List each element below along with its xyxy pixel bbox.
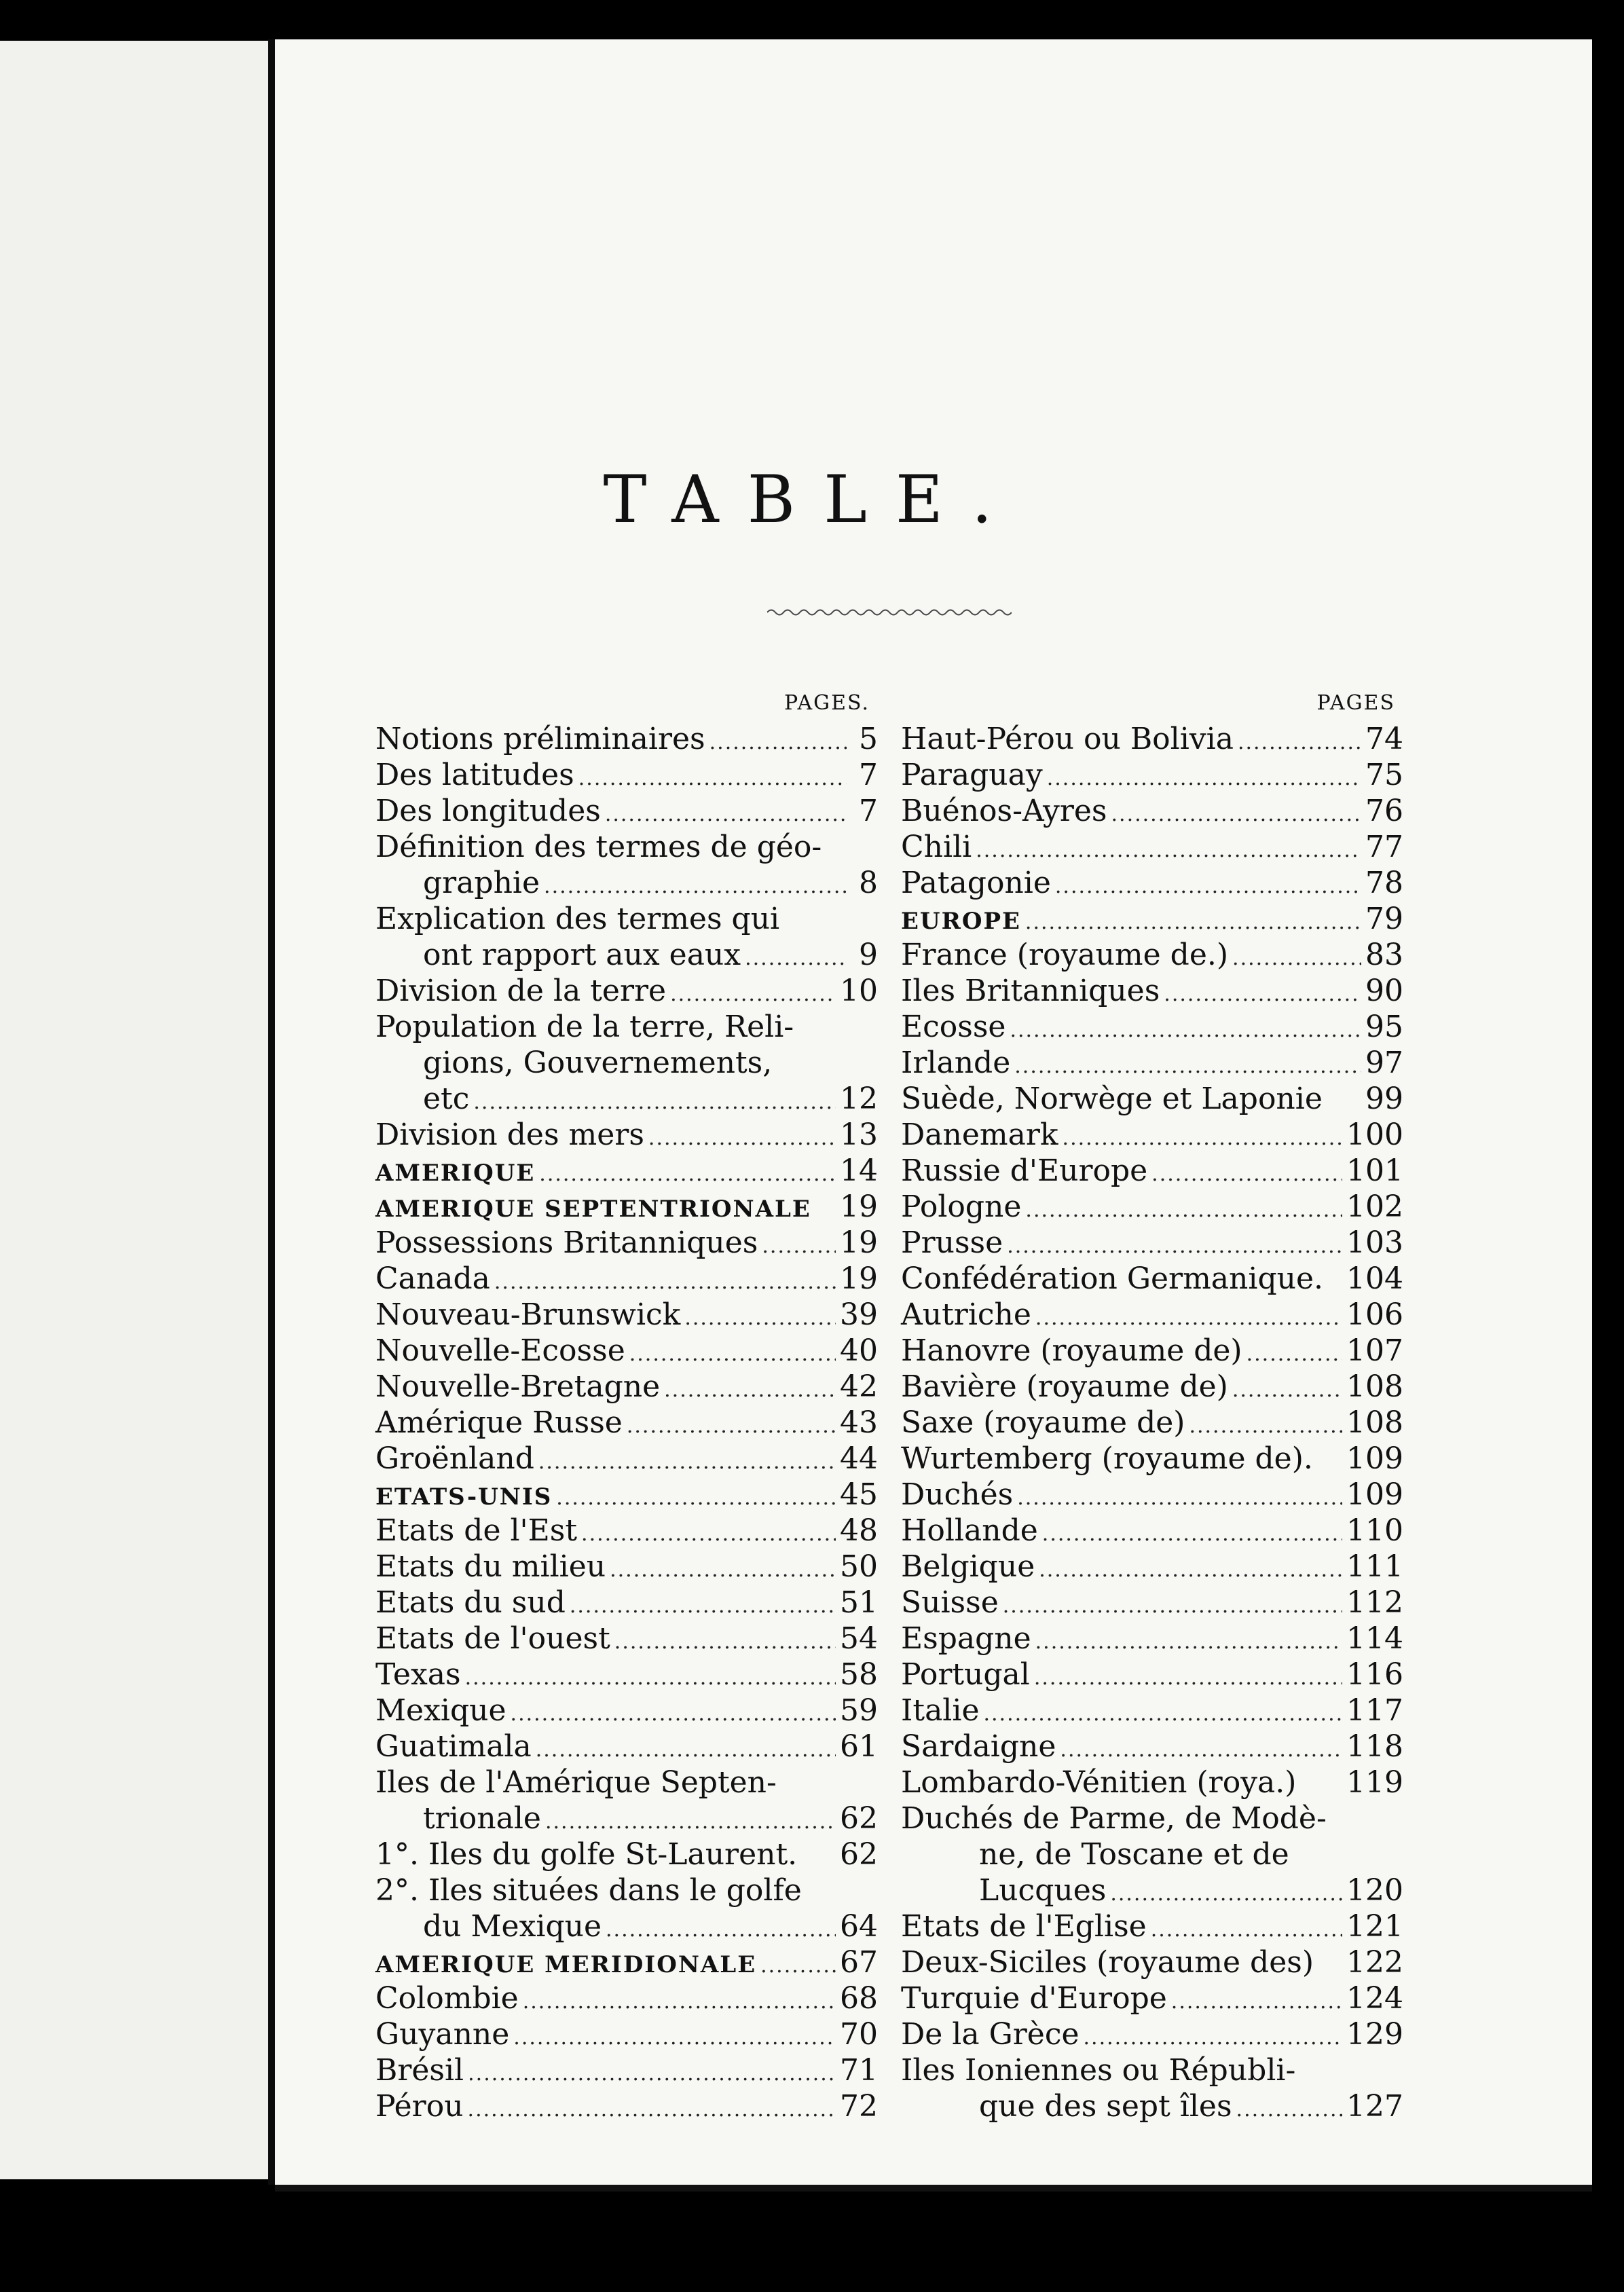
dot-leader <box>1025 904 1361 940</box>
toc-entry-label: Définition des termes de géo- <box>375 830 822 864</box>
dot-leader <box>581 1516 836 1552</box>
toc-entry <box>901 865 1403 901</box>
toc-entry-label: Chili <box>901 830 972 864</box>
toc-entry <box>901 1944 1403 1980</box>
toc-entry <box>901 1189 1403 1225</box>
toc-entry-label: Haut-Pérou ou Bolivia <box>901 722 1234 756</box>
toc-entry <box>901 937 1403 973</box>
toc-entry-label: Etats de l'ouest <box>375 1621 610 1656</box>
toc-entry-page-number: 51 <box>840 1585 878 1620</box>
dot-leader <box>468 2092 836 2128</box>
toc-entry-label: Guyanne <box>375 2017 510 2052</box>
toc-entry <box>375 1800 878 1836</box>
dot-leader <box>976 832 1361 868</box>
toc-entries-left <box>375 721 878 2124</box>
toc-entry-page-number: 110 <box>1346 1513 1403 1548</box>
toc-entry <box>375 1225 878 1261</box>
toc-entry <box>901 1513 1403 1549</box>
toc-entry-page-number: 129 <box>1346 2017 1403 2052</box>
toc-entry <box>375 1980 878 2016</box>
toc-entry-label: Population de la terre, Reli- <box>375 1010 794 1044</box>
toc-entry-page-number: 9 <box>859 938 878 972</box>
facing-page-edge <box>0 41 272 2179</box>
dot-leader <box>1151 1912 1342 1948</box>
toc-entry-page-number: 68 <box>840 1981 878 2016</box>
toc-entry-label: De la Grèce <box>901 2017 1079 2052</box>
toc-entry <box>375 1513 878 1549</box>
toc-entry-page-number: 62 <box>840 1837 878 1872</box>
toc-entry-label: Des latitudes <box>375 758 574 792</box>
toc-entries-right <box>901 721 1403 2124</box>
toc-entry-label: Lucques <box>979 1873 1107 1908</box>
toc-entry-page-number: 13 <box>840 1117 878 1152</box>
toc-entry-page-number: 40 <box>840 1333 878 1368</box>
dot-leader <box>1017 1480 1342 1516</box>
toc-entry-label: Hollande <box>901 1513 1038 1548</box>
toc-entry-label: ETATS-UNIS <box>375 1483 553 1511</box>
toc-entry-page-number: 72 <box>840 2089 878 2124</box>
toc-entry <box>901 1764 1403 1800</box>
toc-entry-label: Etats de l'Eglise <box>901 1909 1147 1944</box>
toc-entry-page-number: 118 <box>1346 1729 1403 1764</box>
toc-entry-page-number: 59 <box>840 1693 878 1728</box>
toc-entry <box>375 1081 878 1117</box>
toc-entry-label: Iles de l'Amérique Septen- <box>375 1765 777 1800</box>
toc-entry <box>901 1908 1403 1944</box>
toc-entry-page-number: 64 <box>840 1909 878 1944</box>
dot-leader <box>760 1948 836 1984</box>
dot-leader <box>539 1156 836 1192</box>
toc-entry-page-number: 101 <box>1346 1153 1403 1188</box>
toc-entry-page-number: 109 <box>1346 1441 1403 1476</box>
toc-entry-label: du Mexique <box>423 1909 602 1944</box>
dot-leader <box>468 2056 836 2092</box>
toc-entry-page-number: 43 <box>840 1405 878 1440</box>
toc-entry-label: Espagne <box>901 1621 1031 1656</box>
toc-entry-page-number: 112 <box>1346 1585 1403 1620</box>
toc-entry-page-number: 76 <box>1365 794 1403 828</box>
toc-entry-page-number: 107 <box>1346 1333 1403 1368</box>
dot-leader <box>606 1912 836 1948</box>
toc-entry-label: Saxe (royaume de) <box>901 1405 1185 1440</box>
toc-entry <box>375 1009 878 1045</box>
toc-entry <box>901 1585 1403 1621</box>
toc-entry <box>901 2016 1403 2052</box>
toc-entry <box>375 1153 878 1189</box>
toc-entry-label: Groënland <box>375 1441 534 1476</box>
toc-entry <box>375 1477 878 1513</box>
toc-entry-label: Iles Britanniques <box>901 974 1160 1008</box>
ornament-divider <box>767 608 1012 617</box>
toc-entry-label: Mexique <box>375 1693 506 1728</box>
toc-entry-page-number: 78 <box>1365 866 1403 900</box>
toc-entry <box>375 1657 878 1693</box>
toc-entry <box>901 793 1403 829</box>
dot-leader <box>538 1444 836 1480</box>
toc-entry-label: Duchés <box>901 1477 1014 1512</box>
toc-entry-page-number: 121 <box>1346 1909 1403 1944</box>
dot-leader <box>1035 1624 1342 1660</box>
toc-entry-page-number: 117 <box>1346 1693 1403 1728</box>
toc-entry-page-number: 77 <box>1365 830 1403 864</box>
toc-entry-page-number: 12 <box>840 1082 878 1116</box>
toc-entry <box>375 1944 878 1980</box>
toc-entry <box>375 973 878 1009</box>
toc-entry-page-number: 108 <box>1346 1369 1403 1404</box>
page-title: TABLE. <box>603 462 1021 538</box>
toc-entry-label: graphie <box>423 866 540 900</box>
toc-entry-label: ne, de Toscane et de <box>979 1837 1289 1872</box>
toc-entry-page-number: 106 <box>1346 1297 1403 1332</box>
toc-entry-page-number: 54 <box>840 1621 878 1656</box>
dot-leader <box>544 868 847 904</box>
toc-entry-label: Canada <box>375 1261 490 1296</box>
toc-entry <box>901 1549 1403 1585</box>
toc-entry-page-number: 7 <box>859 794 878 828</box>
toc-entry-label: Portugal <box>901 1657 1030 1692</box>
pages-header: PAGES. <box>784 691 870 715</box>
toc-entry-page-number: 74 <box>1365 722 1403 756</box>
toc-entry-label: Possessions Britanniques <box>375 1225 758 1260</box>
toc-entry <box>375 1621 878 1657</box>
toc-entry-label: AMERIQUE <box>375 1160 536 1187</box>
dot-leader <box>670 976 836 1012</box>
dot-leader <box>605 796 847 832</box>
toc-entry <box>901 1297 1403 1333</box>
toc-entry-page-number: 100 <box>1346 1117 1403 1152</box>
toc-entry-label: 2°. Iles situées dans le golfe <box>375 1873 802 1908</box>
toc-entry-page-number: 58 <box>840 1657 878 1692</box>
toc-entry-page-number: 67 <box>840 1945 878 1980</box>
toc-entry-page-number: 119 <box>1346 1765 1403 1800</box>
toc-entry-label: Buénos-Ayres <box>901 794 1107 828</box>
toc-entry-page-number: 97 <box>1365 1046 1403 1080</box>
toc-entry-label: Danemark <box>901 1117 1058 1152</box>
toc-entry-page-number: 44 <box>840 1441 878 1476</box>
toc-entry-page-number: 99 <box>1365 1082 1403 1116</box>
toc-entry-label: EUROPE <box>901 908 1021 935</box>
toc-entry <box>375 829 878 865</box>
toc-entry-label: Division de la terre <box>375 974 667 1008</box>
toc-entry-page-number: 111 <box>1346 1549 1403 1584</box>
toc-entry <box>375 1908 878 1944</box>
dot-leader <box>1003 1588 1342 1624</box>
dot-leader <box>709 724 847 760</box>
toc-entry-label: Lombardo-Vénitien (roya.) <box>901 1765 1297 1800</box>
toc-entry <box>375 865 878 901</box>
toc-entry-page-number: 102 <box>1346 1189 1403 1224</box>
toc-entry <box>375 901 878 937</box>
toc-entry-label: 1°. Iles du golfe St-Laurent. <box>375 1837 798 1872</box>
toc-entry <box>901 1836 1403 1872</box>
toc-entry-page-number: 114 <box>1346 1621 1403 1656</box>
dot-leader <box>684 1300 836 1336</box>
toc-entry-label: Colombie <box>375 1981 519 2016</box>
dot-leader <box>1084 2020 1343 2056</box>
dot-leader <box>627 1408 836 1444</box>
toc-entry <box>375 757 878 793</box>
toc-entry-label: que des sept îles <box>979 2089 1232 2124</box>
toc-entry <box>375 1764 878 1800</box>
toc-entry <box>375 1405 878 1441</box>
toc-entry-label: Russie d'Europe <box>901 1153 1148 1188</box>
toc-column-left <box>375 686 878 2124</box>
dot-leader <box>1034 1660 1342 1696</box>
toc-entry-page-number: 45 <box>840 1477 878 1512</box>
toc-entry-page-number: 42 <box>840 1369 878 1404</box>
pages-header: PAGES <box>1316 691 1395 715</box>
dot-leader <box>545 1804 836 1840</box>
dot-leader <box>570 1588 836 1624</box>
toc-entry-page-number: 75 <box>1365 758 1403 792</box>
dot-leader <box>578 760 847 796</box>
toc-entry-label: ont rapport aux eaux <box>423 938 741 972</box>
dot-leader <box>1063 1120 1342 1156</box>
dot-leader <box>523 1984 836 2020</box>
toc-entry-page-number: 108 <box>1346 1405 1403 1440</box>
dot-leader <box>1014 1048 1361 1084</box>
dot-leader <box>1042 1516 1342 1552</box>
dot-leader <box>473 1084 836 1120</box>
toc-entry-page-number: 79 <box>1365 902 1403 936</box>
toc-entry <box>375 2016 878 2052</box>
toc-entry-label: etc <box>423 1082 470 1116</box>
dot-leader <box>1039 1552 1342 1588</box>
toc-entry-label: Notions préliminaires <box>375 722 705 756</box>
toc-entry-label: Confédération Germanique. <box>901 1261 1323 1296</box>
toc-entry-label: Explication des termes qui <box>375 902 780 936</box>
dot-leader <box>762 1228 836 1264</box>
toc-entry <box>901 829 1403 865</box>
toc-entry-page-number: 83 <box>1365 938 1403 972</box>
toc-entry-label: Brésil <box>375 2053 464 2088</box>
dot-leader <box>1232 1372 1342 1408</box>
toc-entry-label: Nouvelle-Bretagne <box>375 1369 661 1404</box>
toc-entry-label: Pologne <box>901 1189 1022 1224</box>
toc-entry-page-number: 7 <box>859 758 878 792</box>
toc-entry-label: Nouveau-Brunswick <box>375 1297 681 1332</box>
toc-entry-label: Nouvelle-Ecosse <box>375 1333 625 1368</box>
toc-entry-label: Etats du sud <box>375 1585 566 1620</box>
toc-entry <box>901 2052 1403 2088</box>
toc-entry-label: Iles Ioniennes ou Républi- <box>901 2053 1296 2088</box>
toc-entry <box>375 2088 878 2124</box>
toc-entry-label: Wurtemberg (royaume de). <box>901 1441 1313 1476</box>
toc-entry-label: Etats du milieu <box>375 1549 606 1584</box>
dot-leader <box>745 940 847 976</box>
toc-entry <box>901 1800 1403 1836</box>
toc-entry <box>375 1261 878 1297</box>
toc-entry-label: Duchés de Parme, de Modè- <box>901 1801 1327 1836</box>
toc-entry-page-number: 50 <box>840 1549 878 1584</box>
toc-entry <box>375 1729 878 1764</box>
dot-leader <box>1110 1876 1342 1912</box>
toc-entry-label: France (royaume de.) <box>901 938 1229 972</box>
toc-entry-label: Ecosse <box>901 1010 1006 1044</box>
dot-leader <box>1055 868 1361 904</box>
dot-leader <box>629 1336 836 1372</box>
toc-entry <box>901 1225 1403 1261</box>
toc-entry <box>901 973 1403 1009</box>
toc-entry-label: Autriche <box>901 1297 1031 1332</box>
toc-entry-page-number: 116 <box>1346 1657 1403 1692</box>
toc-entry-label: AMERIQUE MERIDIONALE <box>375 1951 757 1978</box>
toc-entry <box>901 757 1403 793</box>
toc-entry-label: Hanovre (royaume de) <box>901 1333 1242 1368</box>
toc-entry-label: Pérou <box>375 2089 464 2124</box>
toc-entry <box>901 901 1403 937</box>
toc-entry-page-number: 120 <box>1346 1873 1403 1908</box>
toc-entry-label: Texas <box>375 1657 461 1692</box>
toc-entry-label: AMERIQUE SEPTENTRIONALE <box>375 1196 811 1223</box>
toc-entry-label: Irlande <box>901 1046 1011 1080</box>
toc-entry-label: Turquie d'Europe <box>901 1981 1167 2016</box>
toc-entry <box>375 937 878 973</box>
toc-entry-label: Amérique Russe <box>375 1405 623 1440</box>
toc-entry <box>901 1872 1403 1908</box>
toc-column-right <box>901 686 1403 2124</box>
toc-entry <box>375 793 878 829</box>
toc-entry <box>901 1729 1403 1764</box>
toc-entry-page-number: 70 <box>840 2017 878 2052</box>
toc-entry-page-number: 19 <box>840 1261 878 1296</box>
toc-entry-label: trionale <box>423 1801 541 1836</box>
toc-entry-label: Etats de l'Est <box>375 1513 578 1548</box>
toc-entry-label: Italie <box>901 1693 980 1728</box>
dot-leader <box>1171 1984 1342 2020</box>
toc-entry-label: Prusse <box>901 1225 1003 1260</box>
toc-entry-page-number: 19 <box>840 1225 878 1260</box>
toc-entry <box>901 1477 1403 1513</box>
dot-leader <box>465 1660 836 1696</box>
dot-leader <box>1164 976 1361 1012</box>
toc-entry-page-number: 127 <box>1346 2089 1403 2124</box>
toc-entry-label: Deux-Siciles (royaume des) <box>901 1945 1314 1980</box>
toc-entry-label: Guatimala <box>375 1729 532 1764</box>
toc-entry-page-number: 14 <box>840 1153 878 1188</box>
dot-leader <box>1232 940 1361 976</box>
toc-entry-page-number: 104 <box>1346 1261 1403 1296</box>
toc-entry <box>901 721 1403 757</box>
dot-leader <box>1047 760 1361 796</box>
dot-leader <box>983 1696 1342 1732</box>
toc-entry-page-number: 103 <box>1346 1225 1403 1260</box>
toc-entry-page-number: 124 <box>1346 1981 1403 2016</box>
dot-leader <box>511 1696 836 1732</box>
dot-leader <box>494 1264 836 1300</box>
dot-leader <box>614 1624 836 1660</box>
toc-entry <box>375 1117 878 1153</box>
dot-leader <box>1035 1300 1342 1336</box>
toc-entry-page-number: 122 <box>1346 1945 1403 1980</box>
dot-leader <box>556 1480 836 1516</box>
toc-entry <box>901 1117 1403 1153</box>
toc-entry <box>901 1980 1403 2016</box>
toc-entry <box>901 1405 1403 1441</box>
toc-entry <box>375 1297 878 1333</box>
dot-leader <box>536 1732 836 1768</box>
toc-entry <box>375 1872 878 1908</box>
dot-leader <box>513 2020 836 2056</box>
toc-entry <box>901 1081 1403 1117</box>
dot-leader <box>1060 1732 1342 1768</box>
toc-entry-page-number: 109 <box>1346 1477 1403 1512</box>
toc-entry-page-number: 61 <box>840 1729 878 1764</box>
toc-entry <box>901 2088 1403 2124</box>
toc-entry-label: Bavière (royaume de) <box>901 1369 1228 1404</box>
toc-entry <box>901 1261 1403 1297</box>
toc-entry <box>901 1657 1403 1693</box>
toc-entry-page-number: 39 <box>840 1297 878 1332</box>
toc-entry-page-number: 62 <box>840 1801 878 1836</box>
toc-entry <box>375 1585 878 1621</box>
dot-leader <box>1189 1408 1342 1444</box>
dot-leader <box>1010 1012 1361 1048</box>
toc-entry-label: Sardaigne <box>901 1729 1056 1764</box>
toc-entry-label: Belgique <box>901 1549 1035 1584</box>
dot-leader <box>1025 1192 1342 1228</box>
dot-leader <box>1247 1336 1342 1372</box>
toc-entry <box>901 1333 1403 1369</box>
toc-entry-label: Des longitudes <box>375 794 601 828</box>
dot-leader <box>610 1552 836 1588</box>
toc-entry-page-number: 5 <box>859 722 878 756</box>
toc-entry <box>375 1441 878 1477</box>
toc-entry-page-number: 95 <box>1365 1010 1403 1044</box>
toc-entry <box>901 1441 1403 1477</box>
toc-entry <box>901 1693 1403 1729</box>
toc-entry <box>901 1369 1403 1405</box>
toc-entry <box>901 1621 1403 1657</box>
dot-leader <box>1236 2092 1342 2128</box>
toc-entry <box>375 1693 878 1729</box>
dot-leader <box>1238 724 1361 760</box>
toc-entry <box>375 1549 878 1585</box>
toc-entry <box>375 1836 878 1872</box>
toc-entry-page-number: 48 <box>840 1513 878 1548</box>
dot-leader <box>664 1372 836 1408</box>
toc-entry-page-number: 90 <box>1365 974 1403 1008</box>
toc-entry-page-number: 8 <box>859 866 878 900</box>
toc-entry-label: Suède, Norwège et Laponie <box>901 1082 1323 1116</box>
dot-leader <box>648 1120 836 1156</box>
toc-entry <box>375 1333 878 1369</box>
toc-entry <box>901 1153 1403 1189</box>
toc-entry-page-number: 71 <box>840 2053 878 2088</box>
toc-entry <box>375 1045 878 1081</box>
toc-entry-label: Patagonie <box>901 866 1051 900</box>
toc-entry-label: Paraguay <box>901 758 1043 792</box>
toc-entry-label: gions, Gouvernements, <box>423 1046 773 1080</box>
dot-leader <box>1151 1156 1342 1192</box>
toc-entry <box>375 2052 878 2088</box>
toc-entry <box>901 1009 1403 1045</box>
dot-leader <box>1111 796 1362 832</box>
toc-entry <box>375 721 878 757</box>
toc-entry <box>375 1189 878 1225</box>
page-gutter <box>268 39 275 2185</box>
toc-entry-label: Division des mers <box>375 1117 644 1152</box>
dot-leader <box>1007 1228 1342 1264</box>
toc-entry-page-number: 19 <box>840 1189 878 1224</box>
toc-entry <box>375 1369 878 1405</box>
toc-entry-page-number: 10 <box>840 974 878 1008</box>
toc-entry <box>901 1045 1403 1081</box>
toc-entry-label: Suisse <box>901 1585 999 1620</box>
